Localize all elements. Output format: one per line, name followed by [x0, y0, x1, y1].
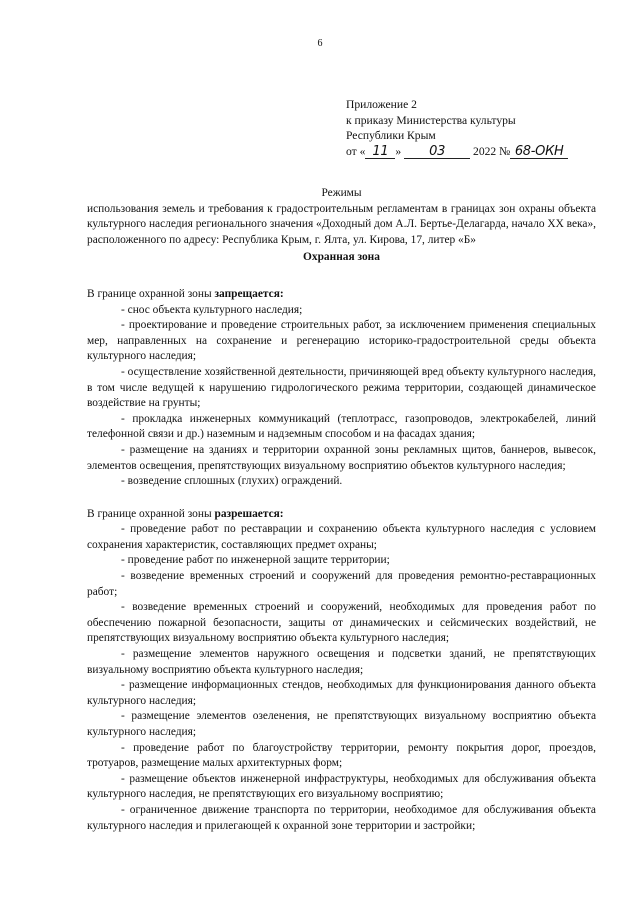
- list-item: - проведение работ по благоустройству территории, ремонту покрытия дорог, проездов, тротуаров, размещение малых архитектурных форм;: [87, 741, 596, 770]
- list-item: - проектирование и проведение строительных работ, за исключением применения специальных мер, направленных на сохранение и регенерацию историко-градостроительной среды объекта культурного наследия;: [87, 319, 596, 363]
- appendix-line-2: к приказу Министерства культуры: [346, 113, 516, 127]
- handwritten-month: 03: [404, 146, 470, 159]
- prohibited-intro: [87, 287, 596, 303]
- list-item: - проведение работ по инженерной защите территории;: [121, 554, 390, 567]
- section-title: Охранная зона: [303, 251, 380, 264]
- list-item: - размещение объектов инженерной инфраструктуры, необходимых для обслуживания объекта культурного наследия, не препятствующих его визуальному восприятию;: [87, 772, 596, 801]
- handwritten-order-number: 68-ОКН: [510, 146, 568, 159]
- appendix-line-1: Приложение 2: [346, 98, 417, 111]
- list-item: - размещение информационных стендов, необходимых для функционирования данного объекта культурного наследия;: [87, 679, 596, 707]
- document-subtitle: использования земель и требования к градостроительным регламентам в границах зон охраны объекта культурного наследия регионального значения «Доходный дом А.Л. Бертье-Делагарда, начало XX века», расположенного по адресу: Республика Крым, г. Ялта, ул. Кирова, 17, литер «Б»: [87, 202, 596, 246]
- section-gap: [87, 490, 596, 507]
- handwritten-day: 11: [365, 146, 395, 159]
- list-item: - осуществление хозяйственной деятельности, причиняющей вред объекту культурного наследия, в том числе ведущей к нарушению гидрологического режима территории, создающей динамическое воздействие на грунты;: [87, 365, 596, 410]
- prohibited-intro-bold: запрещается:: [214, 287, 284, 300]
- list-item: - проведение работ по реставрации и сохранению объекта культурного наследия с условием сохранения характеристик, составляющих предмет охраны;: [87, 523, 596, 551]
- list-item: - прокладка инженерных коммуникаций (теплотрасс, газопроводов, электрокабелей, линий телефонной связи и др.) наземным и надземным способом и на фасадах здания;: [87, 412, 596, 441]
- document-body: [87, 186, 596, 834]
- date-year: 2022 №: [473, 144, 511, 158]
- appendix-date-line: [346, 144, 568, 160]
- list-item: - ограниченное движение транспорта по территории, необходимое для обслуживания объекта культурного наследия и прилегающей к охранной зоне территории и застройки;: [87, 803, 596, 832]
- list-item: - возведение временных строений и сооружений, необходимых для проведения работ по обеспечению пожарной безопасности, защиты от динамических и сейсмических воздействий, не препятствующих визуальному восприятию объекта культурного наследия;: [87, 601, 596, 645]
- page-number: 6: [317, 38, 323, 49]
- allowed-intro-bold: разрешается:: [214, 507, 284, 520]
- date-sep: »: [395, 144, 402, 158]
- list-item: - возведение сплошных (глухих) ограждений.: [121, 475, 343, 488]
- appendix-line-3: Республики Крым: [346, 129, 436, 142]
- list-item: - возведение временных строений и сооружений для проведения ремонтно-реставрационных работ;: [87, 570, 596, 598]
- allowed-intro-text: В границе охранной зоны: [87, 507, 215, 520]
- date-prefix: от «: [346, 144, 366, 158]
- list-item: - размещение элементов озеленения, не препятствующих визуальному восприятию объекта культурного наследия;: [87, 710, 596, 738]
- appendix-header: [346, 97, 568, 159]
- prohibited-intro-text: В границе охранной зоны: [87, 287, 215, 300]
- allowed-intro: [87, 507, 596, 523]
- list-item: - размещение на зданиях и территории охранной зоны рекламных щитов, баннеров, вывесок, элементов освещения, препятствующих визуальному восприятию объектов культурного наследия;: [87, 443, 596, 472]
- document-title: Режимы: [321, 187, 362, 199]
- list-item: - размещение элементов наружного освещения и подсветки зданий, не препятствующих визуальному восприятию объекта культурного наследия;: [87, 648, 596, 676]
- list-item: - снос объекта культурного наследия;: [121, 303, 303, 316]
